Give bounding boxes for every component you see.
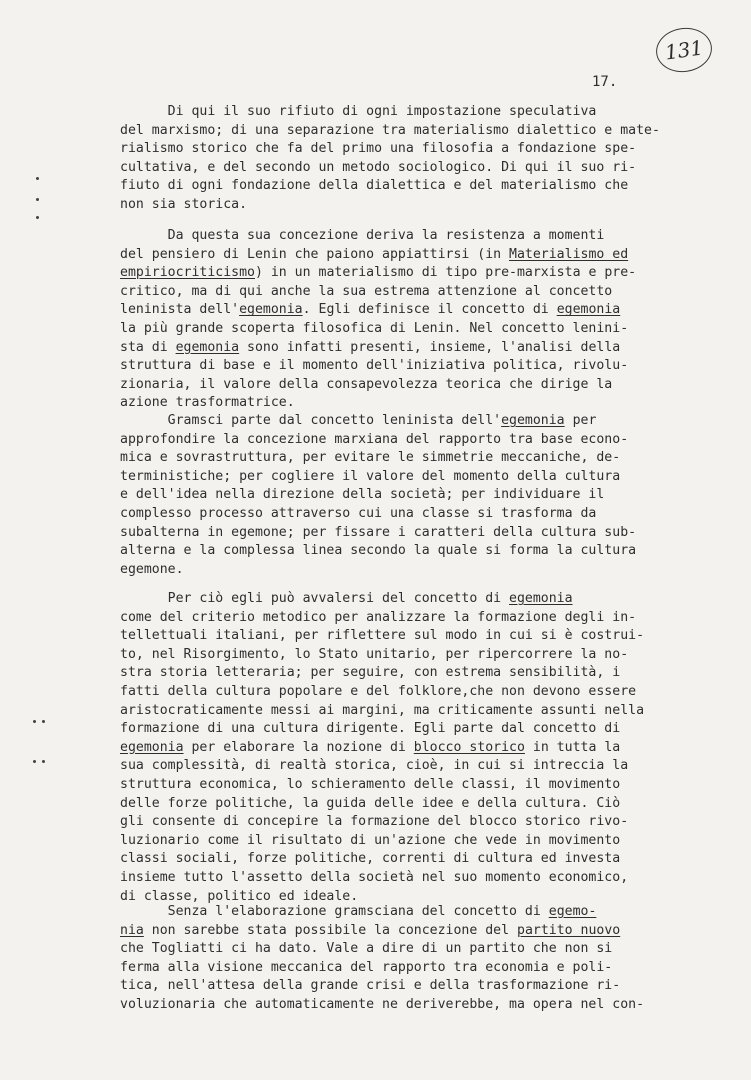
text-run: sta di [120,339,176,355]
underlined-term: empiriocriticismo [120,265,255,281]
text-run: tica, nell'attesa della grande crisi e della trasformazione ri- [120,978,621,994]
text-line [120,702,690,721]
text-line [120,122,690,141]
text-line [120,940,690,959]
text-run: non sia storica. [120,196,248,212]
text-line [120,159,690,178]
margin-dot [33,760,36,763]
underlined-term: egemonia [556,302,621,318]
text-run: leninista dell' [120,302,240,318]
text-run: struttura di base e il momento dell'iniziativa politica, rivolu- [120,358,629,374]
text-run: critico, ma di qui anche la sua estrema attenzione al concetto [120,283,613,299]
paragraph [120,227,690,413]
text-line [120,977,690,996]
text-line [120,431,690,450]
text-run: rialismo storico che fa del primo una filosofia a fondazione spe- [120,141,637,157]
margin-dot [36,177,39,180]
text-line [120,177,690,196]
text-line [120,720,690,739]
text-run: fiuto di ogni fondazione della dialettica e del materialismo che [120,178,629,194]
text-line [120,903,690,922]
text-run: Gramsci parte dal concetto leninista dell' [120,413,502,428]
paragraph [120,412,690,579]
underlined-term: blocco storico [413,739,525,755]
text-line [120,357,690,376]
text-line [120,246,690,265]
text-line [120,683,690,702]
underlined-term: partito nuovo [517,922,621,938]
underlined-term: egemonia [175,339,240,355]
text-run: terministiche; per cogliere il valore del momento della cultura [120,468,621,484]
text-line [120,376,690,395]
text-run: ferma alla visione meccanica del rapporto tra economia e poli- [120,959,613,975]
text-line [120,542,690,561]
text-run: in tutta la [524,739,621,755]
text-run: come del criterio metodico per analizzare la formazione degli in- [120,609,637,625]
text-run: tellettuali italiani, per riflettere sul modo in cui si è costrui- [120,628,645,644]
text-line [120,412,690,431]
text-run: Di qui il suo rifiuto di ogni impostazione speculativa [120,104,597,119]
archive-stamp: 131 [653,24,715,75]
text-line [120,486,690,505]
text-line [120,590,690,609]
text-run: gli consente di concepire la formazione del blocco storico rivo- [120,814,629,830]
paragraph [120,590,690,906]
text-run: egemone. [120,561,184,577]
text-run: e dell'idea nella direzione della società; per individuare il [120,487,605,503]
text-run: la più grande scoperta filosofica di Lenin. Nel concetto lenini- [120,320,629,336]
page-number: 17. [592,74,618,90]
margin-dot [42,720,45,723]
text-run: fatti della cultura popolare e del folklore,che non devono essere [120,683,637,699]
text-line [120,996,690,1015]
text-line [120,264,690,283]
text-line [120,524,690,543]
underlined-term: Materialismo ed [509,246,629,262]
underlined-term: egemo- [548,904,597,919]
text-line [120,922,690,941]
text-run: Senza l'elaborazione gramsciana del concetto di [120,904,549,919]
text-line [120,757,690,776]
text-run: stra storia letteraria; per seguire, con estrema sensibilità, i [120,665,621,681]
text-run: luzionario come il risultato di un'azione che vede in movimento [120,832,621,848]
text-run: mica e sovrastruttura, per evitare le simmetrie meccaniche, de- [120,450,621,466]
text-line [120,227,690,246]
text-run: voluzionaria che automaticamente ne deriverebbe, ma opera nel con- [120,996,645,1012]
text-line [120,646,690,665]
text-line [120,103,690,122]
text-run: del pensiero di Lenin che paiono appiattirsi (in [120,246,510,262]
text-line [120,850,690,869]
underlined-term: nia [120,922,144,938]
text-line [120,449,690,468]
margin-dot [33,720,36,723]
text-line [120,664,690,683]
text-run: classi sociali, forze politiche, correnti di cultura ed investa [120,851,621,867]
text-line [120,140,690,159]
text-run: formazione di una cultura dirigente. Egli parte dal concetto di [120,721,621,737]
text-run: struttura economica, lo schieramento delle classi, il movimento [120,776,621,792]
text-run: Per ciò egli può avvalersi del concetto di [120,591,510,606]
text-line [120,609,690,628]
text-run: non sarebbe stata possibile la concezione del [143,922,517,938]
text-run: sono infatti presenti, insieme, l'analisi della [239,339,621,355]
text-line [120,832,690,851]
margin-dot [36,198,39,201]
text-run: di classe, politico ed ideale. [120,888,359,904]
text-run: aristocraticamente messi ai margini, ma criticamente assunti nella [120,702,645,718]
text-run: insieme tutto l'assetto della società nel suo momento economico, [120,869,629,885]
text-line [120,795,690,814]
text-run: per [564,413,597,428]
text-run: complesso processo attraverso cui una classe si trasforma da [120,505,597,521]
text-run: cultativa, e del secondo un metodo sociologico. Di qui il suo ri- [120,159,637,175]
text-run: per elaborare la nozione di [183,739,414,755]
underlined-term: egemonia [509,591,573,606]
text-run: approfondire la concezione marxiana del rapporto tra base econo- [120,431,629,447]
text-line [120,468,690,487]
text-run: ) in un materialismo di tipo pre-marxista e pre- [254,265,637,281]
text-run: zionaria, il valore della consapevolezza teorica che dirige la [120,376,613,392]
text-line [120,776,690,795]
underlined-term: egemonia [120,739,184,755]
text-run: subalterna in egemone; per fissare i caratteri della cultura sub- [120,524,637,540]
text-line [120,505,690,524]
margin-dot [36,216,39,219]
text-line [120,561,690,580]
text-run: to, nel Risorgimento, lo Stato unitario, per ripercorrere la no- [120,646,629,662]
paragraph [120,903,690,1015]
text-line [120,196,690,215]
underlined-term: egemonia [239,302,303,318]
text-line [120,339,690,358]
text-line [120,301,690,320]
text-run: . Egli definisce il concetto di [302,302,557,318]
text-line [120,627,690,646]
text-run: che Togliatti ci ha dato. Vale a dire di un partito che non si [120,941,613,957]
paragraph [120,103,690,215]
text-run: Da questa sua concezione deriva la resistenza a momenti [120,228,605,243]
text-line [120,959,690,978]
underlined-term: egemonia [501,413,565,428]
text-line [120,813,690,832]
text-line [120,320,690,339]
text-line [120,739,690,758]
text-run: sua complessità, di realtà storica, cioè, in cui si intreccia la [120,758,629,774]
text-run: del marxismo; di una separazione tra materialismo dialettico e mate- [120,122,660,138]
text-run: alterna e la complessa linea secondo la quale si forma la cultura [120,543,637,559]
margin-dot [42,760,45,763]
text-line [120,869,690,888]
text-run: delle forze politiche, la guida delle idee e della cultura. Ciò [120,795,621,811]
text-line [120,283,690,302]
text-line [120,394,690,413]
text-run: azione trasformatrice. [120,395,295,411]
